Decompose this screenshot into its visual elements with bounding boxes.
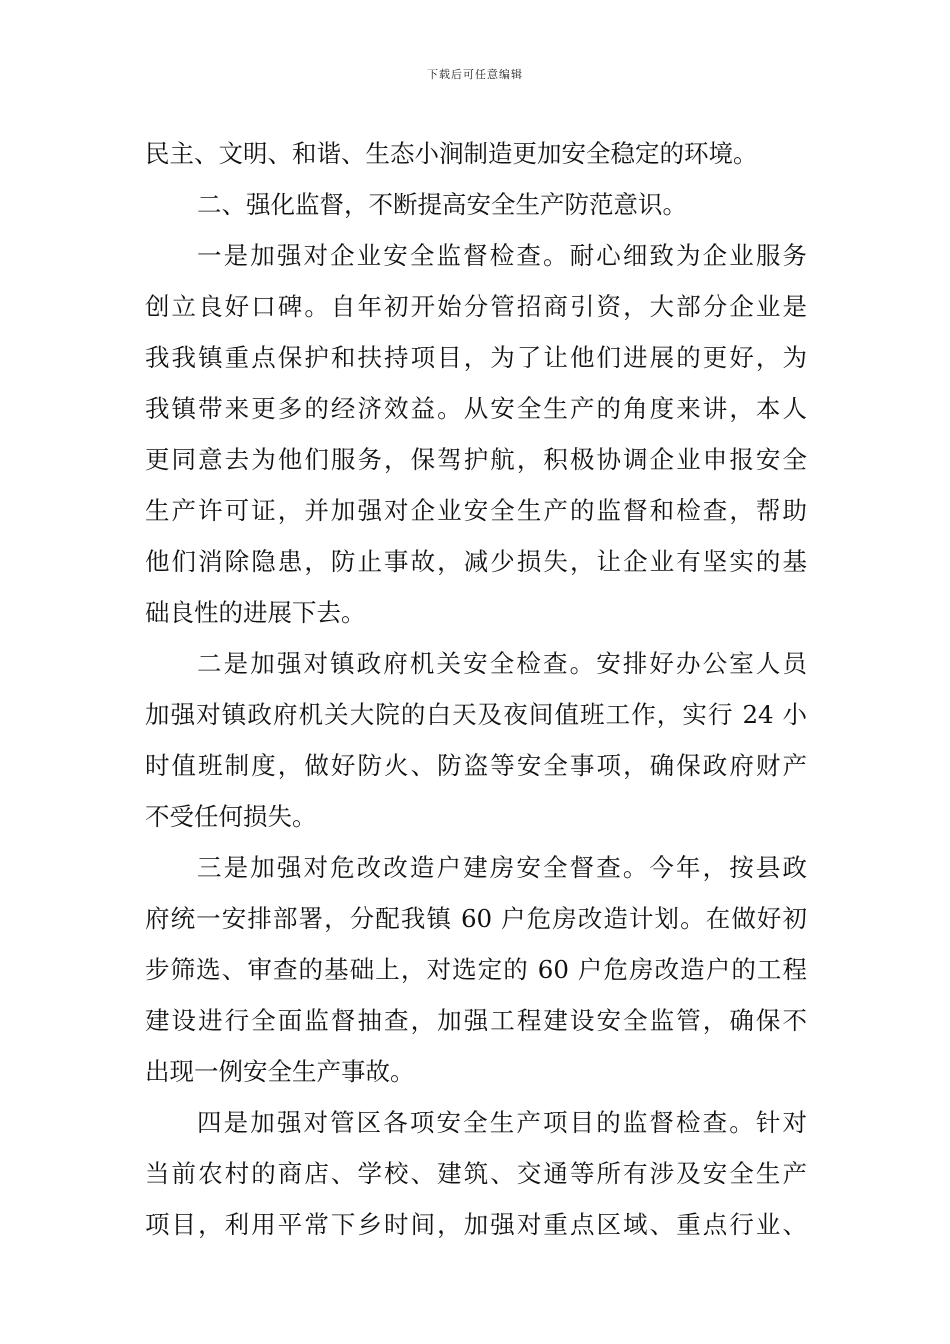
- text-line: 我我镇重点保护和扶持项目，为了让他们进展的更好，为: [145, 343, 807, 372]
- text-line: 项目，利用平常下乡时间，加强对重点区域、重点行业、: [145, 1210, 807, 1239]
- text-line: 府统一安排部署，分配我镇 60 户危房改造计划。在做好初: [145, 904, 807, 933]
- text-line: 不受任何损失。: [145, 802, 317, 831]
- document-body: [145, 128, 807, 1250]
- text-line: 出现一例安全生产事故。: [145, 1057, 415, 1086]
- text-line: 建设进行全面监督抽查，加强工程建设安全监管，确保不: [145, 1006, 807, 1035]
- text-line: 民主、文明、和谐、生态小涧制造更加安全稳定的环境。: [145, 139, 758, 168]
- text-line: 础良性的进展下去。: [145, 598, 366, 627]
- text-line: 四是加强对管区各项安全生产项目的监督检查。针对: [197, 1108, 807, 1137]
- text-line: 当前农村的商店、学校、建筑、交通等所有涉及安全生产: [145, 1159, 807, 1188]
- text-line: 创立良好口碑。自年初开始分管招商引资，大部分企业是: [145, 292, 807, 321]
- text-line: 三是加强对危改改造户建房安全督查。今年，按县政: [197, 853, 807, 882]
- text-line: 时值班制度，做好防火、防盗等安全事项，确保政府财产: [145, 751, 807, 780]
- text-line: 加强对镇政府机关大院的白天及夜间值班工作，实行 24 小: [145, 700, 807, 729]
- text-line: 二、强化监督，不断提高安全生产防范意识。: [197, 190, 687, 219]
- text-line: 我镇带来更多的经济效益。从安全生产的角度来讲，本人: [145, 394, 807, 423]
- text-line: 步筛选、审查的基础上，对选定的 60 户危房改造户的工程: [145, 955, 807, 984]
- text-line: 他们消除隐患，防止事故，减少损失，让企业有坚实的基: [145, 547, 807, 576]
- text-line: 二是加强对镇政府机关安全检查。安排好办公室人员: [197, 649, 807, 678]
- page-header-note: 下载后可任意编辑: [427, 68, 523, 81]
- text-line: 一是加强对企业安全监督检查。耐心细致为企业服务: [197, 241, 807, 270]
- text-line: 更同意去为他们服务，保驾护航，积极协调企业申报安全: [145, 445, 807, 474]
- text-line: 生产许可证，并加强对企业安全生产的监督和检查，帮助: [145, 496, 807, 525]
